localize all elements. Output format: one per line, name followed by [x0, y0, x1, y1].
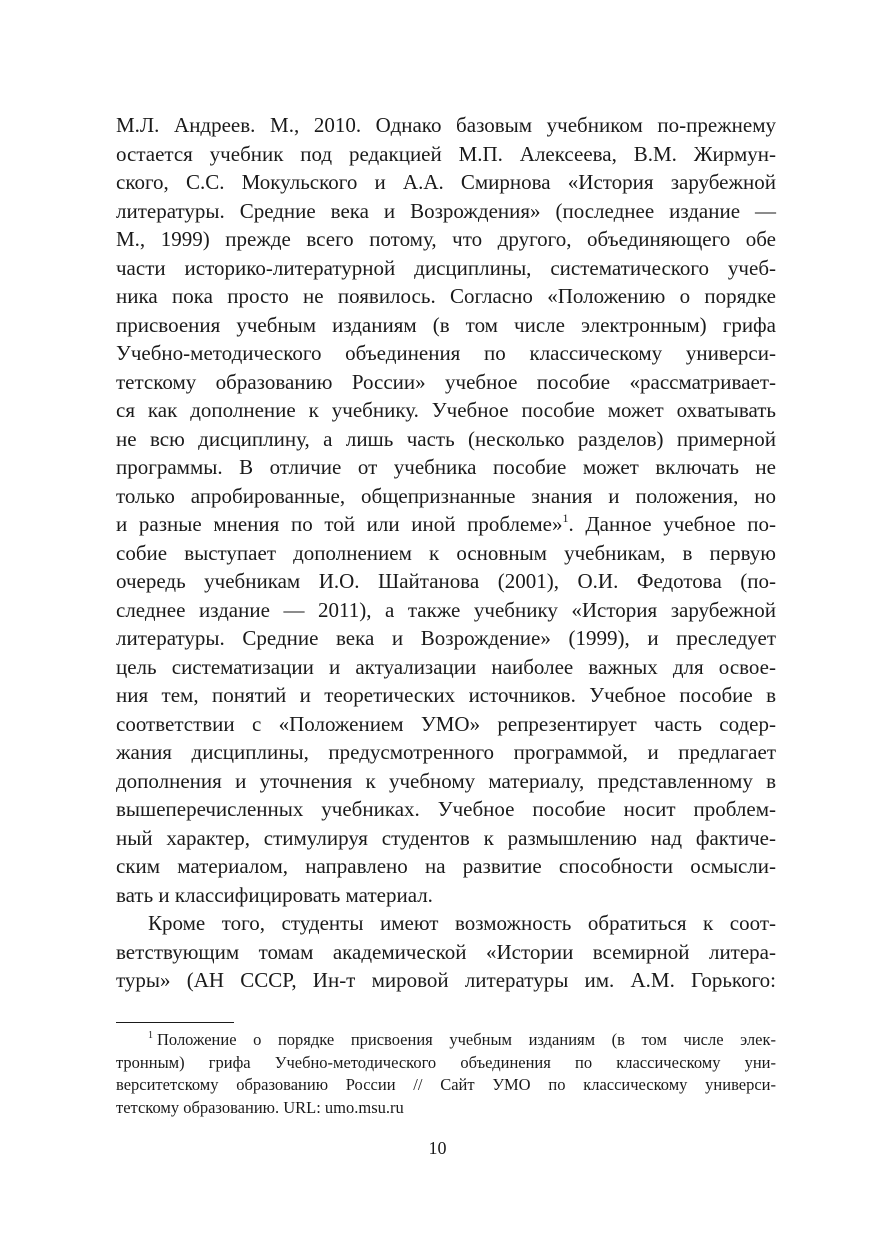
body-line: вышеперечисленных учебниках. Учебное пособие носит проблем-: [116, 797, 776, 821]
body-line: соответствии с «Положением УМО» репрезентирует часть содер-: [116, 711, 776, 736]
body-line: вать и классифицировать материал.: [116, 882, 433, 907]
body-line: цель систематизации и актуализации наиболее важных для освое-: [116, 654, 776, 679]
body-line: ветствующим томам академической «Истории всемирной литера-: [116, 939, 776, 964]
body-line: ся как дополнение к учебнику. Учебное пособие может охватывать: [116, 398, 776, 422]
footnote-mark: 1: [148, 1030, 153, 1041]
body-line: М., 1999) прежде всего потому, что другого, объединяющего обе: [116, 227, 776, 251]
body-line: Кроме того, студенты имеют возможность обратиться к соот-: [148, 911, 776, 935]
footnote-line: верситетскому образованию России // Сайт УМО по классическому универси-: [116, 1075, 776, 1094]
body-line: тетскому образованию России» учебное пособие «рассматривает-: [116, 369, 776, 394]
body-line: ника пока просто не появилось. Согласно «Положению о порядке: [116, 284, 776, 308]
footnote-line-text: Положение о порядке присвоения учебным изданиям (в том числе элек-: [157, 1030, 776, 1049]
footnote-line: тетскому образованию. URL: umo.msu.ru: [116, 1097, 404, 1117]
body-line: очередь учебникам И.О. Шайтанова (2001), О.И. Федотова (по-: [116, 569, 776, 593]
body-line: только апробированные, общепризнанные знания и положения, но: [116, 483, 776, 508]
footnote-reference[interactable]: 1: [562, 511, 569, 525]
footnote-line: [116, 1029, 776, 1052]
body-line: ским материалом, направлено на развитие способности осмысли-: [116, 854, 776, 878]
body-line: литературы. Средние века и Возрождение» (1999), и преследует: [116, 626, 776, 650]
body-line-text: . Данное учебное по-: [568, 512, 776, 536]
body-line: присвоения учебным изданиям (в том числе электронным) грифа: [116, 312, 776, 337]
body-line: туры» (АН СССР, Ин-т мировой литературы им. А.М. Горького:: [116, 968, 776, 992]
body-text: [116, 111, 776, 995]
page-number: 10: [428, 1138, 447, 1158]
footnote-line: тронным) грифа Учебно-методического объединения по классическому уни-: [116, 1052, 776, 1072]
body-line: ния тем, понятий и теоретических источников. Учебное пособие в: [116, 683, 776, 707]
footnote-divider: [116, 1022, 234, 1023]
body-line-with-footnote-ref: [116, 510, 776, 539]
body-line: части историко-литературной дисциплины, систематического учеб-: [116, 255, 776, 280]
body-line: программы. В отличие от учебника пособие может включать не: [116, 455, 776, 479]
body-line: дополнения и уточнения к учебному материалу, представленному в: [116, 768, 776, 793]
body-line: не всю дисциплину, а лишь часть (несколько разделов) примерной: [116, 426, 776, 451]
footnote: [116, 1029, 776, 1119]
body-line: ный характер, стимулируя студентов к размышлению над фактиче-: [116, 825, 776, 850]
body-line: собие выступает дополнением к основным учебникам, в первую: [116, 540, 776, 565]
body-line: следнее издание — 2011), а также учебнику «История зарубежной: [116, 597, 776, 622]
body-line: ского, С.С. Мокульского и А.А. Смирнова «История зарубежной: [116, 170, 776, 194]
body-line: жания дисциплины, предусмотренного программой, и предлагает: [116, 740, 776, 764]
body-line: остается учебник под редакцией М.П. Алексеева, В.М. Жирмун-: [116, 141, 776, 166]
body-line: литературы. Средние века и Возрождения» (последнее издание —: [116, 198, 776, 223]
body-line-text: и разные мнения по той или иной проблеме»: [116, 512, 563, 536]
body-line: Учебно-методического объединения по классическому универси-: [116, 341, 776, 365]
body-line: М.Л. Андреев. М., 2010. Однако базовым учебником по-прежнему: [116, 113, 776, 137]
